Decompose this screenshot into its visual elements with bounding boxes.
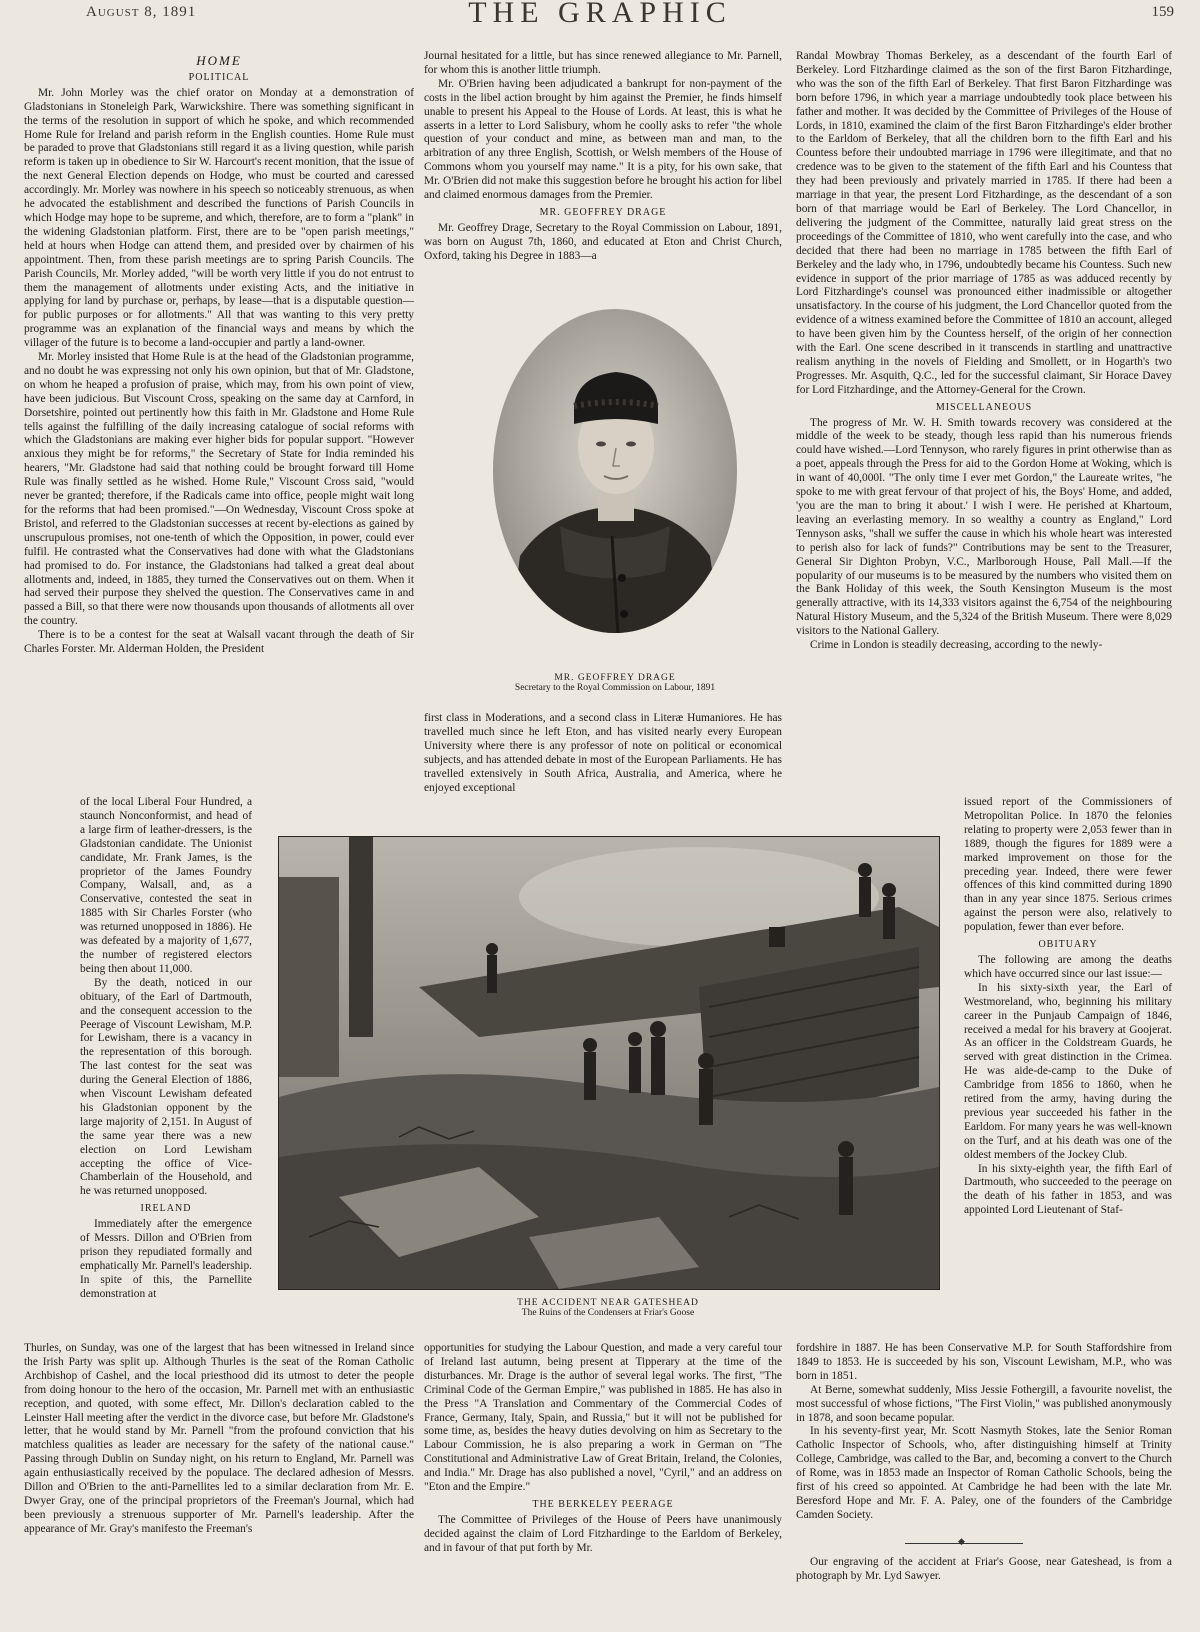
article-paragraph: Immediately after the emergence of Messrs. Dillon and O'Brien from prison they repudiated formally and emphatically Mr. Parnell's leadership. In spite of this, the Parnellite demonstration at xyxy=(80,1218,252,1300)
section-heading-berkeley: THE BERKELEY PEERAGE xyxy=(532,1498,674,1510)
accident-photo-image xyxy=(279,837,939,1289)
article-paragraph: At Berne, somewhat suddenly, Miss Jessie Fothergill, a favourite novelist, the most successful of whose fictions, "The First Violin," was published anonymously in 1878, and soon became popular. xyxy=(796,1383,1172,1424)
article-paragraph: of the local Liberal Four Hundred, a staunch Nonconformist, and head of a large firm of leather-dressers, is the Gladstonian candidate. The Unionist candidate, Mr. Frank James, is the proprietor of the James Foundry Company, Walsall, and, as a Conservative, contested the seat in 1885 with Sir Charles Forster (who was returned unopposed in 1886). He was defeated by a majority of 1,677, the number of registered electors being then about 11,000. xyxy=(80,796,252,975)
article-paragraph: There is to be a contest for the seat at Walsall vacant through the death of Sir Charles Forster. Mr. Alderman Holden, the President xyxy=(24,629,414,656)
section-divider xyxy=(905,1543,1023,1544)
column-3-narrow xyxy=(964,796,1172,1344)
article-paragraph: issued report of the Commissioners of Metropolitan Police. In 1870 the felonies relating to property were 2,053 fewer than in 1889, though the figures for 1889 were a marked improvement on those for the preceding year. Indeed, there were fewer offences of this kind committed during 1890 than in any year since 1875. Serious crimes against the person were also, relatively to population, fewer than ever before. xyxy=(964,796,1172,934)
photo-caption-block xyxy=(278,1298,938,1318)
article-paragraph: Mr. Geoffrey Drage, Secretary to the Royal Commission on Labour, 1891, was born on August 7th, 1860, and educated at Eton and Christ Church, Oxford, taking his Degree in 1883—a xyxy=(424,221,782,262)
page-number: 159 xyxy=(1151,4,1174,20)
issue-date: August 8, 1891 xyxy=(86,4,197,20)
article-paragraph: Thurles, on Sunday, was one of the largest that has been witnessed in Ireland since the Irish Party was split up. Although Thurles is the seat of the Roman Catholic Archbishop of Cashel, and the local priesthood did its utmost to deter the people from doing honour to the hero of the occasion, Mr. Parnell met with an enthusiastic reception, and quoted, with some effect, Mr. Dillon's declaration cabled to the Leinster Hall meeting after the verdict in the divorce case, but before Mr. Gladstone's letter, that he would stand by Mr. Parnell "from the profound conviction that his matchless qualities as leader are necessary for the safety of the national cause." Passing through Dublin on Sunday night, on his return to England, Mr. Parnell was again enthusiastically received by the populace. The declared adhesion of Messrs. Dillon and O'Brien to the anti-Parnellites led to a similar declaration from Mr. E. Dwyer Gray, one of the principal proprietors of the Freeman's Journal, which had been previously a strenuous supporter of Mr. Parnell's leadership. After the appearance of Mr. Gray's manifesto the Freeman's xyxy=(24,1342,414,1535)
portrait-image xyxy=(490,306,740,636)
section-heading-drage: MR. GEOFFREY DRAGE xyxy=(539,206,667,218)
article-paragraph: Mr. O'Brien having been adjudicated a bankrupt for non-payment of the costs in the libel action brought by him against the Premier, he finds himself unable to present his Appeal to the House of Lords. At least, this is what he asserts in a letter to Lord Salisbury, whom he coolly asks to refer "the whole question of your conduct and mine, as between man and man, to the arbitration of any three English, Scottish, or Welsh members of the House of Commons whom you yourself may name." It is a pity, for his own sake, that Mr. O'Brien did not make this suggestion before he brought his action for libel and claimed enormous damages from the Premier. xyxy=(424,77,782,202)
article-paragraph: In his seventy-first year, Mr. Scott Nasmyth Stokes, late the Senior Roman Catholic Inspector of Schools, who, after distinguishing himself at Trinity College, Cambridge, was called to the Bar, and, becoming a convert to the Church of Rome, was in 1853 made an Inspector of Roman Catholic Schools, being the first of his creed so appointed. At Cambridge he had been with the late Mr. Beresford Hope and Mr. F. A. Paley, one of the founders of the Cambridge Camden Society. xyxy=(796,1425,1172,1521)
publication-title: THE GRAPHIC xyxy=(468,0,732,29)
article-paragraph: The progress of Mr. W. H. Smith towards recovery was considered at the middle of the week to be steady, though less rapid than his numerous friends could have wished.—Lord Tennyson, who rarely figures in print otherwise than as a poet, appeals through the Press for aid to the Gordon Home at Woking, which is in want of 40,000l. "The only time I ever met Gordon," the Laureate writes, "he spoke to me with great fervour of that project of his, the Boys' Home, and added, 'you are the man to bring it about.' I wish I were. He perished at Khartoum, leaving an everlasting memory. In so wealthy a country as England," Lord Tennyson asks, "shall we suffer the cause in which his whole heart was interested to perish also for lack of funds?" Contributions may be sent to the Treasurer, General Sir Dighton Probyn, V.C., Marlborough House, Pall Mall.—If the popularity of our museums is to be measured by the numbers who visited them on the Bank Holiday of this week, the South Kensington Museum is the most generally attractive, with its 14,333 visitors against the 6,754 of the neighbouring Natural History Museum, and the 5,324 of the British Museum. There were 8,029 visitors to the National Gallery. xyxy=(796,416,1172,638)
section-heading-ireland: IRELAND xyxy=(140,1203,192,1215)
article-paragraph: first class in Moderations, and a second class in Literæ Humaniores. He has travelled much since he left Eton, and has visited nearly every European University where there is any professor of note on political or economical subjects, and has attended debate in most of the European Parliaments. He has travelled extensively in South Africa, Australia, and America, where he enjoyed exceptional xyxy=(424,712,782,794)
portrait-geoffrey-drage xyxy=(490,306,740,636)
portrait-caption-block xyxy=(420,673,810,693)
photo-accident-gateshead xyxy=(278,836,940,1290)
masthead xyxy=(0,0,1200,40)
column-1-bottom xyxy=(24,1342,414,1610)
column-1-narrow xyxy=(80,796,252,1344)
portrait-subcaption: Secretary to the Royal Commission on Labour, 1891 xyxy=(514,683,716,693)
photo-subcaption: The Ruins of the Condensers at Friar's Goose xyxy=(521,1308,695,1318)
portrait-caption: MR. GEOFFREY DRAGE xyxy=(554,673,676,683)
section-heading-obituary: OBITUARY xyxy=(1038,939,1098,951)
article-paragraph: fordshire in 1887. He has been Conservative M.P. for South Staffordshire from 1849 to 1853. He is succeeded by his son, Viscount Lewisham, M.P., who was born in 1851. xyxy=(796,1342,1172,1382)
article-paragraph: The following are among the deaths which have occurred since our last issue:— xyxy=(964,953,1172,980)
section-heading-home: HOME xyxy=(196,54,242,68)
article-paragraph: opportunities for studying the Labour Question, and made a very careful tour of Ireland last autumn, being present at Tipperary at the time of the disturbances. Mr. Drage is the author of several legal works. The first, "The Criminal Code of the German Empire," was published in 1885. He has also in the Press "A Translation and Commentary of the Commercial Codes of France, Germany, Italy, Spain, and Russia," but it will not be published for some time, as, besides the heavy duties devolving on him as Secretary to the Labour Commission, he is also preparing a work in German on "The Constitutional and Administrative Law of Great Britain, Ireland, the Colonies, and India." Mr. Drage has also published a novel, "Cyril," and an address on "Eton and the Empire." xyxy=(424,1342,782,1494)
column-2-middle xyxy=(424,712,782,796)
photo-caption: THE ACCIDENT NEAR GATESHEAD xyxy=(517,1298,699,1308)
column-3-bottom xyxy=(796,1342,1172,1540)
article-paragraph: In his sixty-sixth year, the Earl of Westmoreland, who, beginning his military career in the Punjaub Campaign of 1846, received a medal for his bravery at Goojerat. As an officer in the Coldstream Guards, he served with great distinction in the Crimea. He was aide-de-camp to the Duke of Cambridge from 1856 to 1860, when he retired from the army, having during the previous year succeeded his father in the Earldom. For many years he was well-known on the Turf, and at his death was one of the oldest members of the Jockey Club. xyxy=(964,981,1172,1161)
column-2-bottom xyxy=(424,1342,782,1610)
subheading-political: POLITICAL xyxy=(188,71,250,83)
article-paragraph: Journal hesitated for a little, but has since renewed allegiance to Mr. Parnell, for whom this is another little triumph. xyxy=(424,50,782,76)
article-paragraph: Crime in London is steadily decreasing, according to the newly- xyxy=(810,639,1103,652)
column-3-top xyxy=(796,50,1172,796)
engraving-credit xyxy=(796,1556,1172,1596)
article-paragraph: By the death, noticed in our obituary, of the Earl of Dartmouth, and the consequent accession to the Peerage of Viscount Lewisham, M.P. for Lewisham, there is a vacancy in the representation of this borough. The last contest for the seat was during the General Election of 1886, when Viscount Lewisham defeated his Gladstonian opponent by the large majority of 2,151. In August of the same year there was a new election on Lord Lewisham accepting the office of Vice-Chamberlain of the Household, and he was returned unopposed. xyxy=(80,976,252,1198)
article-paragraph: Randal Mowbray Thomas Berkeley, as a descendant of the fourth Earl of Berkeley. Lord Fitzhardinge claimed as the son of the first Baron Fitzhardinge, who was the son of the fifth Earl of Berkeley. That first Baron Fitzhardinge was born before 1796, in which year a marriage undoubtedly took place between his father and mother. It was decided by the Committee of Privileges of the House of Lords, in 1810, examined the claim of the first Baron Fitzhardinge's elder brother to the Earldom of Berkeley, that all the children born to the fifth Earl and his Countess before their undoubted marriage in 1796 were illegitimate, and that no credence was to be given to the statement of the fifth Earl and his Countess that they had been previously and privately married in 1785. If there had been a marriage in that year, the present Lord Fitzhardinge, as the descendant of a son born of that marriage would be Earl of Berkeley. The Lord Chancellor, in delivering the judgment of the Committee, naturally laid great stress on the proceedings of the Committee of 1810, who went carefully into the case, and who decided that there had been no marriage in 1785 between the fifth Earl of Berkeley and the lady who, in 1796, undoubtedly became his Countess. Such new evidence in support of the prior marriage of 1785 as was adduced recently by Lord Fitzhardinge's counsel was pronounced either inadmissible or altogether unsatisfactory. In the course of his judgment, the Lord Chancellor quoted from the evidence of a witness examined before the Committee of 1810 an account, alleged to have been given him by the Countess herself, of the origin of her connection with the Earl. One scene described in it transcends in startling and unattractive realism anything in the novels of Fielding and Smollett, or in Hogarth's two Progresses. Mr. Asquith, Q.C., led for the successful claimant, Sir Horace Davey for Lord Fitzhardinge, and the Attorney-General for the Crown. xyxy=(796,50,1172,396)
article-paragraph: In his sixty-eighth year, the fifth Earl of Dartmouth, who succeeded to the peerage on the death of his father in 1853, and was appointed Lord Lieutenant of Staf- xyxy=(964,1162,1172,1217)
column-2-top xyxy=(424,50,782,302)
article-paragraph: Our engraving of the accident at Friar's Goose, near Gateshead, is from a photograph by Mr. Lyd Sawyer. xyxy=(796,1556,1172,1582)
article-paragraph: The Committee of Privileges of the House of Peers have unanimously decided against the claim of Lord Fitzhardinge to the Earldom of Berkeley, and in favour of that put forth by Mr. xyxy=(424,1513,782,1554)
column-1-top xyxy=(24,54,414,794)
article-paragraph: Mr. John Morley was the chief orator on Monday at a demonstration of Gladstonians in Stoneleigh Park, Warwickshire. There was something significant in the terms of the resolution in support of which he spoke, and which recommended Home Rule for Ireland and parish reform in the English counties. Home Rule must be paraded to prove that Gladstonians still regard it as a living question, while parish reform is taken up in obedience to Sir W. Harcourt's recent monition, that the issue of the next General Election depends on Hodge, who must be courted and caressed accordingly. Mr. Morley was nowhere in his speech so noticeably strenuous, as when he advocated the establishment and described the functions of Parish Councils in which Hodge may hope to be supreme, and which, therefore, are to form a "plank" in the widening Gladstonian platform. First, there are to be "open parish meetings," held at hours when Hodge can attend them, and presided over by chairmen of his appointment. Then, from these parish meetings are to spring Parish Councils. The Parish Councils, Mr. Morley added, "will be worth very little if you do not entrust to them the management of allotments under existing Acts, and the initiative in applying for land by purchase or, perhaps, by lease—that is a disputable question—for public purposes or for allotments." All that was wanting to this very pretty programme was an explanation of the financial ways and means by which the villager of the future is to become a land-occupier and partly a land-owner. xyxy=(24,86,414,350)
section-heading-miscellaneous: MISCELLANEOUS xyxy=(935,401,1033,413)
article-paragraph: Mr. Morley insisted that Home Rule is at the head of the Gladstonian programme, and no doubt he was expressing not only his own opinion, but that of Mr. Gladstone, on whom he heaped a profusion of praise, which may, from his own point of view, have been judicious. But Viscount Cross, speaking on the same day at Carnford, in Dorsetshire, pointed out pertinently how this faith in Mr. Gladstone and Home Rule tells against the fulfilling of the daily increasing catalogue of social reforms with which the Gladstonians are making ever higher bids for popular support. "However anxious they might be for reforms," the Secretary of State for India reminded his hearers, "Mr. Gladstone had said that nothing could be brought forward till Home Rule was finally settled as he wished. Home Rule," Viscount Cross said, "would never be granted; therefore, if the Radicals came into office, people might wait long for the reforms that had been promised."—On Wednesday, Viscount Cross spoke at Bristol, and referred to the Gladstonian successes at recent by-elections as gained by unscrupulous promises, not one-tenth of which the Opposition, in power, could ever fulfil. He contrasted what the Conservatives had done with what the Gladstonians had promised to do. For instance, the Gladstonians had talked a great deal about allotments and, indeed, in 1885, they turned the Conservatives out on them. When it had served their purpose they shelved the question. The Conservatives came in and passed a Bill, so that there were now thousands upon thousands of allotments all over the country. xyxy=(24,351,414,628)
